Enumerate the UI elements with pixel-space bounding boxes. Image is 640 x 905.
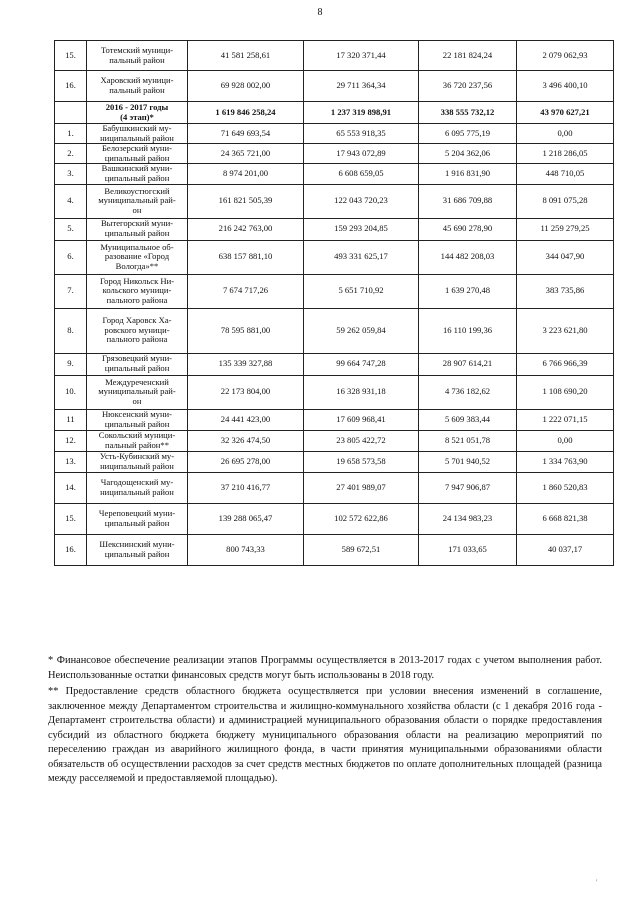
footnote-double-asterisk: ** Предоставление средств областного бюджета осуществляется при условии внесения изменений в соглашение, заключенное между Департаментом строительства и жилищно-коммунального хозяйства области (с 1 декабря 2016 года - Департамент строительства области) и администрацией муниципального образования области о порядке предоставления субсидий из областного бюджета бюджету муниципального образования области на реализацию мероприятий по переселению граждан из аварийного жилищного фонда, в части принятия муниципальными образованиями области обязательств об осуществлении расходов за счет средств местных бюджетов по оплате дополнительных площадей (разница между расселяемой и предоставляемой площадью).	[48, 686, 602, 784]
row-number: 2.	[55, 144, 87, 164]
row-number: 1.	[55, 124, 87, 144]
local-value: 6 668 821,38	[517, 503, 614, 534]
fund-value: 159 293 204,85	[304, 218, 419, 240]
table-row	[55, 164, 614, 184]
fund-value: 102 572 622,86	[304, 503, 419, 534]
local-value: 40 037,17	[517, 534, 614, 565]
row-number: 14.	[55, 472, 87, 503]
local-value: 1 860 520,83	[517, 472, 614, 503]
regional-value: 171 033,65	[419, 534, 517, 565]
regional-value: 5 609 383,44	[419, 409, 517, 430]
corner-mark: '	[596, 878, 598, 887]
row-number: 16.	[55, 71, 87, 102]
row-number: 10.	[55, 375, 87, 409]
local-value: 8 091 075,28	[517, 184, 614, 218]
table-row	[55, 353, 614, 375]
row-number: 4.	[55, 184, 87, 218]
fund-value: 59 262 059,84	[304, 308, 419, 353]
fund-value: 493 331 625,17	[304, 240, 419, 274]
regional-value: 1 916 831,90	[419, 164, 517, 184]
municipality-name: Чагодощенский му- ниципальный район	[87, 472, 188, 503]
fund-value: 17 320 371,44	[304, 41, 419, 71]
page-number: 8	[317, 7, 323, 18]
table-row	[55, 274, 614, 308]
table-row	[55, 430, 614, 451]
total-value: 139 288 065,47	[188, 503, 304, 534]
fund-value: 5 651 710,92	[304, 274, 419, 308]
fund-value: 19 658 573,58	[304, 451, 419, 472]
table-row	[55, 308, 614, 353]
regional-value: 5 204 362,06	[419, 144, 517, 164]
local-value: 1 108 690,20	[517, 375, 614, 409]
municipality-name: Сокольский муници- пальный район**	[87, 430, 188, 451]
fund-value: 23 805 422,72	[304, 430, 419, 451]
row-number: 16.	[55, 534, 87, 565]
local-value: 1 218 286,05	[517, 144, 614, 164]
table-row	[55, 218, 614, 240]
fund-value: 6 608 659,05	[304, 164, 419, 184]
municipality-name: Вытегорский муни- ципальный район	[87, 218, 188, 240]
fund-value: 589 672,51	[304, 534, 419, 565]
regional-value: 36 720 237,56	[419, 71, 517, 102]
table-row	[55, 184, 614, 218]
municipality-name: Междуреченский муниципальный рай- он	[87, 375, 188, 409]
row-number: 7.	[55, 274, 87, 308]
total-value: 22 173 804,00	[188, 375, 304, 409]
regional-value: 8 521 051,78	[419, 430, 517, 451]
row-number: 11	[55, 409, 87, 430]
municipality-name: 2016 - 2017 годы (4 этап)*	[87, 102, 188, 124]
regional-value: 16 110 199,36	[419, 308, 517, 353]
fund-value: 99 664 747,28	[304, 353, 419, 375]
total-value: 71 649 693,54	[188, 124, 304, 144]
table-row	[55, 503, 614, 534]
row-number: 15.	[55, 503, 87, 534]
row-number: 8.	[55, 308, 87, 353]
regional-value: 22 181 824,24	[419, 41, 517, 71]
table-row	[55, 144, 614, 164]
table-row	[55, 124, 614, 144]
regional-value: 28 907 614,21	[419, 353, 517, 375]
fund-value: 1 237 319 898,91	[304, 102, 419, 124]
total-value: 638 157 881,10	[188, 240, 304, 274]
table-row	[55, 409, 614, 430]
municipality-name: Шекснинский муни- ципальный район	[87, 534, 188, 565]
row-number: 13.	[55, 451, 87, 472]
regional-value: 4 736 182,62	[419, 375, 517, 409]
total-value: 41 581 258,61	[188, 41, 304, 71]
regional-value: 7 947 906,87	[419, 472, 517, 503]
municipality-name: Муниципальное об- разование «Город Вологда»**	[87, 240, 188, 274]
municipality-name: Город Никольск Ни- кольского муници- пального района	[87, 274, 188, 308]
row-number: 5.	[55, 218, 87, 240]
fund-value: 65 553 918,35	[304, 124, 419, 144]
fund-value: 16 328 931,18	[304, 375, 419, 409]
total-value: 7 674 717,26	[188, 274, 304, 308]
table-row	[55, 534, 614, 565]
local-value: 1 222 071,15	[517, 409, 614, 430]
row-number	[55, 102, 87, 124]
municipality-name: Бабушкинский му- ниципальный район	[87, 124, 188, 144]
total-value: 24 365 721,00	[188, 144, 304, 164]
regional-value: 5 701 940,52	[419, 451, 517, 472]
total-value: 24 441 423,00	[188, 409, 304, 430]
regional-value: 24 134 983,23	[419, 503, 517, 534]
footnotes	[48, 654, 602, 789]
local-value: 448 710,05	[517, 164, 614, 184]
table-row	[55, 375, 614, 409]
local-value: 0,00	[517, 430, 614, 451]
local-value: 6 766 966,39	[517, 353, 614, 375]
municipality-name: Усть-Кубинский му- ниципальный район	[87, 451, 188, 472]
regional-value: 45 690 278,90	[419, 218, 517, 240]
fund-value: 29 711 364,34	[304, 71, 419, 102]
regional-value: 31 686 709,88	[419, 184, 517, 218]
total-value: 216 242 763,00	[188, 218, 304, 240]
row-number: 6.	[55, 240, 87, 274]
local-value: 2 079 062,93	[517, 41, 614, 71]
fund-value: 17 943 072,89	[304, 144, 419, 164]
total-value: 26 695 278,00	[188, 451, 304, 472]
municipality-name: Белозерский муни- ципальный район	[87, 144, 188, 164]
municipality-name: Череповецкий муни- ципальный район	[87, 503, 188, 534]
table-row	[55, 41, 614, 71]
funding-table	[54, 40, 614, 566]
regional-value: 338 555 732,12	[419, 102, 517, 124]
municipality-name: Харовский муници- пальный район	[87, 71, 188, 102]
regional-value: 144 482 208,03	[419, 240, 517, 274]
total-value: 135 339 327,88	[188, 353, 304, 375]
row-number: 3.	[55, 164, 87, 184]
total-value: 161 821 505,39	[188, 184, 304, 218]
local-value: 3 223 621,80	[517, 308, 614, 353]
table-row	[55, 240, 614, 274]
table-row	[55, 451, 614, 472]
municipality-name: Грязовецкий муни- ципальный район	[87, 353, 188, 375]
table-row	[55, 472, 614, 503]
municipality-name: Нюксенский муни- ципальный район	[87, 409, 188, 430]
total-value: 1 619 846 258,24	[188, 102, 304, 124]
local-value: 0,00	[517, 124, 614, 144]
subtotal-row	[55, 102, 614, 124]
municipality-name: Тотемский муници- пальный район	[87, 41, 188, 71]
regional-value: 1 639 270,48	[419, 274, 517, 308]
local-value: 1 334 763,90	[517, 451, 614, 472]
total-value: 800 743,33	[188, 534, 304, 565]
total-value: 32 326 474,50	[188, 430, 304, 451]
local-value: 43 970 627,21	[517, 102, 614, 124]
total-value: 69 928 002,00	[188, 71, 304, 102]
fund-value: 122 043 720,23	[304, 184, 419, 218]
table-row	[55, 71, 614, 102]
fund-value: 27 401 989,07	[304, 472, 419, 503]
total-value: 78 595 881,00	[188, 308, 304, 353]
municipality-name: Вашкинский муни- ципальный район	[87, 164, 188, 184]
footnote-single-asterisk: * Финансовое обеспечение реализации этапов Программы осуществляется в 2013-2017 годах с учетом выполнения работ. Неиспользованные остатки финансовых средств могут быть использованы в 2018 году.	[48, 655, 602, 681]
municipality-name: Великоустюгский муниципальный рай- он	[87, 184, 188, 218]
local-value: 11 259 279,25	[517, 218, 614, 240]
row-number: 15.	[55, 41, 87, 71]
local-value: 3 496 400,10	[517, 71, 614, 102]
fund-value: 17 609 968,41	[304, 409, 419, 430]
municipality-name: Город Харовск Ха- ровского муници- пального района	[87, 308, 188, 353]
total-value: 37 210 416,77	[188, 472, 304, 503]
local-value: 383 735,86	[517, 274, 614, 308]
row-number: 9.	[55, 353, 87, 375]
total-value: 8 974 201,00	[188, 164, 304, 184]
row-number: 12.	[55, 430, 87, 451]
regional-value: 6 095 775,19	[419, 124, 517, 144]
local-value: 344 047,90	[517, 240, 614, 274]
